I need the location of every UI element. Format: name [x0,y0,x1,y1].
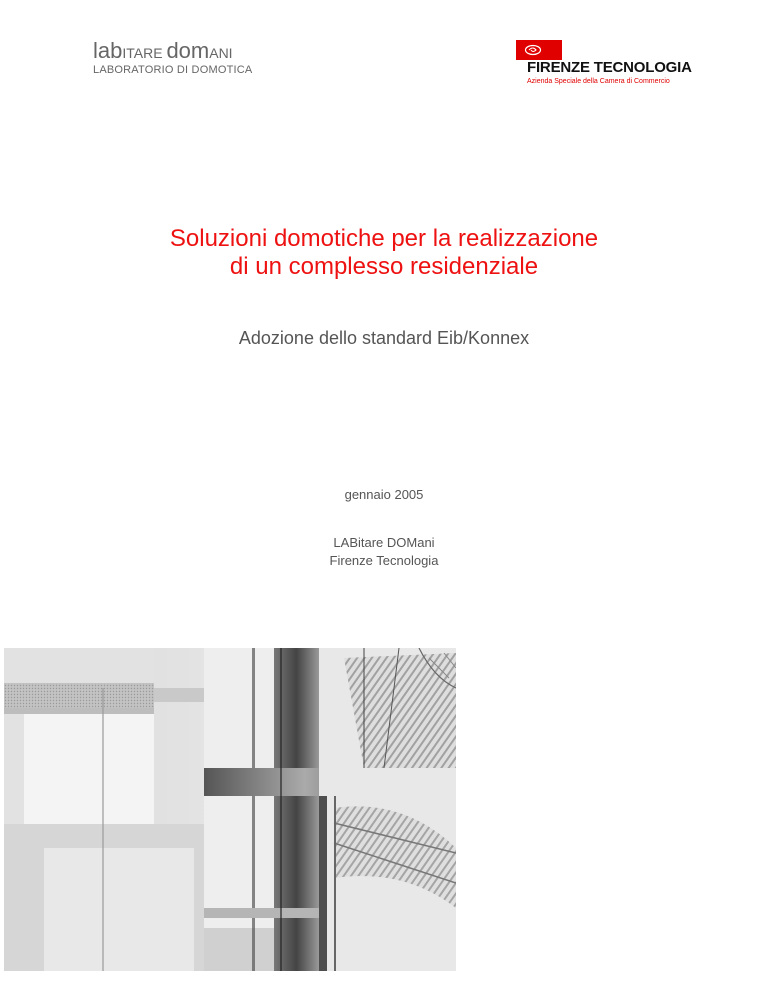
swirl-icon [524,44,542,56]
author-line: Firenze Tecnologia [329,553,439,568]
title-line-1: Soluzioni domotiche per la realizzazione [169,225,599,252]
author-line: LABitare DOMani [333,535,435,550]
firenze-tecnologia-logo [516,40,696,84]
logo-part: ITARE [122,45,167,61]
logo-company-tagline: Azienda Speciale della Camera di Commercio [527,78,670,85]
title-line-2: di un complesso residenziale [229,253,539,280]
logo-part: ANI [209,45,233,61]
logo-part: lab [93,38,123,63]
document-subtitle: Adozione dello standard Eib/Konnex [238,328,530,348]
document-title [0,225,768,281]
logo-company-name: FIRENZE TECNOLOGIA [527,59,692,76]
document-date: gennaio 2005 [344,487,424,502]
logo-subtitle: LABORATORIO DI DOMOTICA [93,64,253,76]
logo-wordmark [93,40,233,62]
cover-illustration [4,648,456,971]
logo-part: dom [166,38,210,63]
labitare-domani-logo [93,40,253,80]
logo-red-block [516,40,562,60]
